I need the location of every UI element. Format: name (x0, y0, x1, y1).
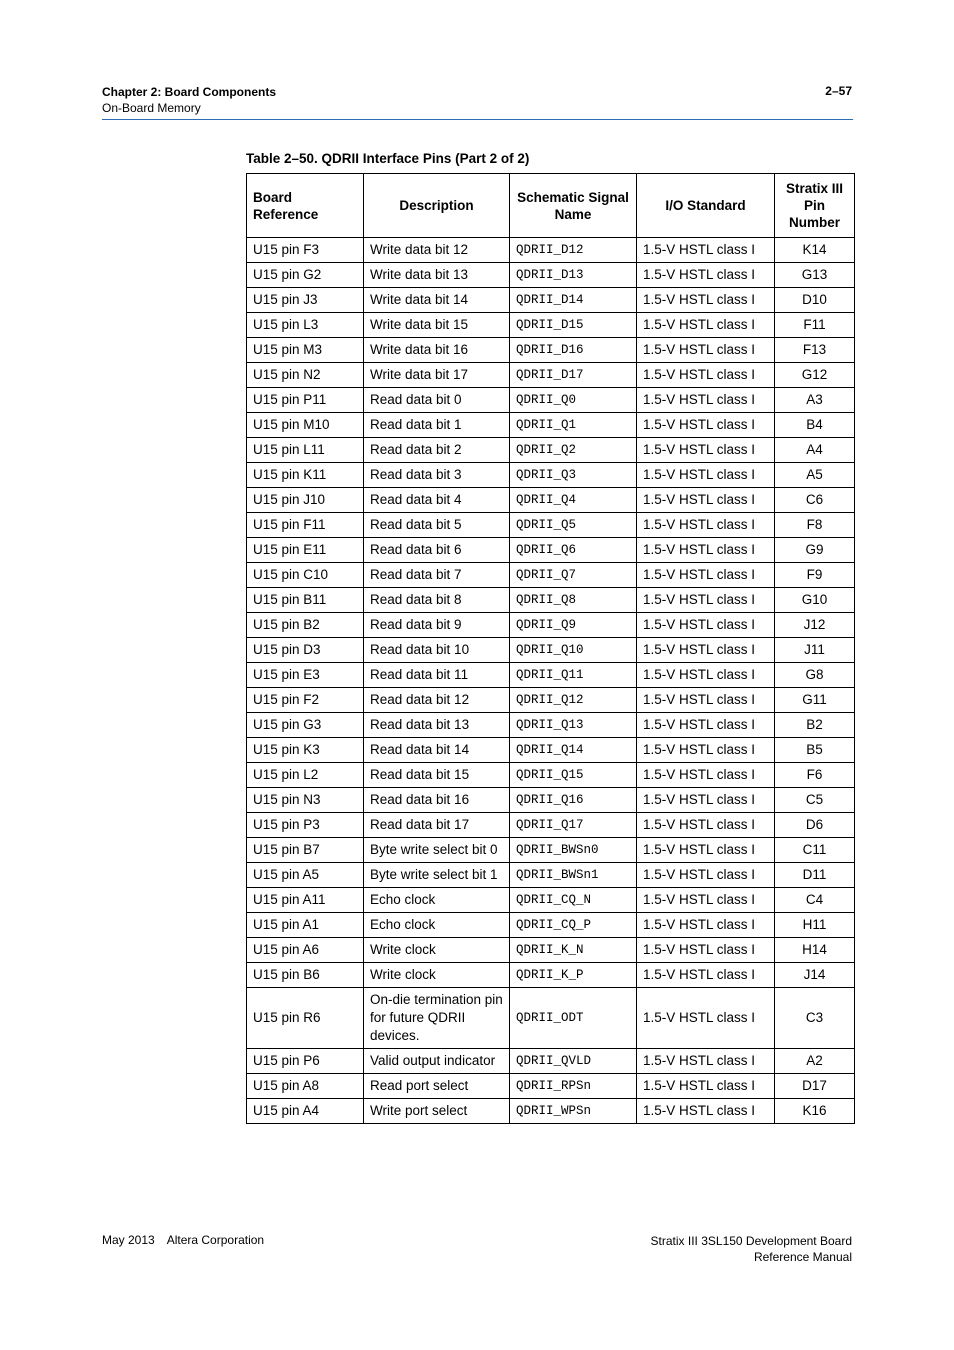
header-rule (102, 119, 853, 120)
board-reference-cell: U15 pin A5 (247, 863, 364, 888)
description-cell: Write data bit 14 (364, 288, 510, 313)
io-standard-cell: 1.5-V HSTL class I (637, 888, 775, 913)
pin-number-cell: A3 (775, 388, 855, 413)
signal-name-cell: QDRII_Q13 (510, 713, 637, 738)
board-reference-cell: U15 pin B2 (247, 613, 364, 638)
description-cell: Write clock (364, 963, 510, 988)
io-standard-cell: 1.5-V HSTL class I (637, 388, 775, 413)
signal-name-cell: QDRII_Q14 (510, 738, 637, 763)
table-row (247, 613, 855, 638)
signal-name-cell: QDRII_Q15 (510, 763, 637, 788)
pin-number-cell: G12 (775, 363, 855, 388)
description-cell: Write data bit 12 (364, 238, 510, 263)
pin-number-cell: A4 (775, 438, 855, 463)
description-cell: Echo clock (364, 888, 510, 913)
signal-name-cell: QDRII_D16 (510, 338, 637, 363)
description-cell: Read data bit 2 (364, 438, 510, 463)
board-reference-cell: U15 pin B7 (247, 838, 364, 863)
pin-number-cell: G11 (775, 688, 855, 713)
running-header (102, 84, 276, 116)
board-reference-cell: U15 pin G3 (247, 713, 364, 738)
io-standard-cell: 1.5-V HSTL class I (637, 663, 775, 688)
table-row (247, 938, 855, 963)
signal-name-cell: QDRII_K_P (510, 963, 637, 988)
io-standard-cell: 1.5-V HSTL class I (637, 838, 775, 863)
io-standard-cell: 1.5-V HSTL class I (637, 913, 775, 938)
board-reference-cell: U15 pin A1 (247, 913, 364, 938)
signal-name-cell: QDRII_Q0 (510, 388, 637, 413)
io-standard-cell: 1.5-V HSTL class I (637, 463, 775, 488)
io-standard-cell: 1.5-V HSTL class I (637, 263, 775, 288)
description-cell: Read data bit 6 (364, 538, 510, 563)
table-body (247, 238, 855, 1124)
signal-name-cell: QDRII_D13 (510, 263, 637, 288)
signal-name-cell: QDRII_K_N (510, 938, 637, 963)
description-cell: Valid output indicator (364, 1049, 510, 1074)
signal-name-cell: QDRII_CQ_P (510, 913, 637, 938)
board-reference-cell: U15 pin E11 (247, 538, 364, 563)
signal-name-cell: QDRII_Q11 (510, 663, 637, 688)
description-cell: Write clock (364, 938, 510, 963)
description-cell: Write data bit 17 (364, 363, 510, 388)
description-cell: Read data bit 16 (364, 788, 510, 813)
board-reference-cell: U15 pin L2 (247, 763, 364, 788)
table-row (247, 1099, 855, 1124)
qdrii-pins-table (246, 173, 855, 1124)
pin-number-cell: C11 (775, 838, 855, 863)
table-header-row (247, 174, 855, 238)
io-standard-cell: 1.5-V HSTL class I (637, 988, 775, 1049)
signal-name-cell: QDRII_Q4 (510, 488, 637, 513)
board-reference-cell: U15 pin F11 (247, 513, 364, 538)
description-cell: Read data bit 4 (364, 488, 510, 513)
description-cell: Read data bit 1 (364, 413, 510, 438)
io-standard-cell: 1.5-V HSTL class I (637, 688, 775, 713)
board-reference-cell: U15 pin M10 (247, 413, 364, 438)
table-row (247, 588, 855, 613)
column-header-board-reference: Board Reference (247, 174, 364, 238)
io-standard-cell: 1.5-V HSTL class I (637, 513, 775, 538)
board-reference-cell: U15 pin G2 (247, 263, 364, 288)
board-reference-cell: U15 pin F2 (247, 688, 364, 713)
footer-company: Altera Corporation (166, 1233, 265, 1247)
table-row (247, 513, 855, 538)
description-cell: Read data bit 0 (364, 388, 510, 413)
description-cell: Read data bit 7 (364, 563, 510, 588)
signal-name-cell: QDRII_Q2 (510, 438, 637, 463)
column-header-description: Description (364, 174, 510, 238)
pin-number-cell: A2 (775, 1049, 855, 1074)
signal-name-cell: QDRII_BWSn1 (510, 863, 637, 888)
board-reference-cell: U15 pin N2 (247, 363, 364, 388)
io-standard-cell: 1.5-V HSTL class I (637, 738, 775, 763)
description-cell: Write port select (364, 1099, 510, 1124)
description-cell: Write data bit 13 (364, 263, 510, 288)
signal-name-cell: QDRII_Q10 (510, 638, 637, 663)
pin-number-cell: G13 (775, 263, 855, 288)
io-standard-cell: 1.5-V HSTL class I (637, 1074, 775, 1099)
table-row (247, 1049, 855, 1074)
description-cell: Read data bit 11 (364, 663, 510, 688)
description-cell: Read port select (364, 1074, 510, 1099)
signal-name-cell: QDRII_WPSn (510, 1099, 637, 1124)
table-row (247, 238, 855, 263)
board-reference-cell: U15 pin J10 (247, 488, 364, 513)
signal-name-cell: QDRII_RPSn (510, 1074, 637, 1099)
table-row (247, 738, 855, 763)
board-reference-cell: U15 pin L3 (247, 313, 364, 338)
io-standard-cell: 1.5-V HSTL class I (637, 238, 775, 263)
signal-name-cell: QDRII_D15 (510, 313, 637, 338)
signal-name-cell: QDRII_Q3 (510, 463, 637, 488)
io-standard-cell: 1.5-V HSTL class I (637, 488, 775, 513)
board-reference-cell: U15 pin L11 (247, 438, 364, 463)
description-cell: Write data bit 15 (364, 313, 510, 338)
signal-name-cell: QDRII_Q6 (510, 538, 637, 563)
pin-number-cell: B5 (775, 738, 855, 763)
table-row (247, 488, 855, 513)
io-standard-cell: 1.5-V HSTL class I (637, 413, 775, 438)
board-reference-cell: U15 pin K11 (247, 463, 364, 488)
board-reference-cell: U15 pin N3 (247, 788, 364, 813)
table-row (247, 463, 855, 488)
board-reference-cell: U15 pin A4 (247, 1099, 364, 1124)
board-reference-cell: U15 pin C10 (247, 563, 364, 588)
table-row (247, 713, 855, 738)
signal-name-cell: QDRII_D17 (510, 363, 637, 388)
description-cell: Byte write select bit 1 (364, 863, 510, 888)
signal-name-cell: QDRII_Q1 (510, 413, 637, 438)
pin-number-cell: F9 (775, 563, 855, 588)
io-standard-cell: 1.5-V HSTL class I (637, 313, 775, 338)
pin-number-cell: F8 (775, 513, 855, 538)
signal-name-cell: QDRII_QVLD (510, 1049, 637, 1074)
pin-number-cell: D17 (775, 1074, 855, 1099)
footer-right (651, 1233, 852, 1265)
signal-name-cell: QDRII_ODT (510, 988, 637, 1049)
signal-name-cell: QDRII_D14 (510, 288, 637, 313)
board-reference-cell: U15 pin A11 (247, 888, 364, 913)
io-standard-cell: 1.5-V HSTL class I (637, 763, 775, 788)
pin-number-cell: J14 (775, 963, 855, 988)
io-standard-cell: 1.5-V HSTL class I (637, 588, 775, 613)
description-cell: Read data bit 5 (364, 513, 510, 538)
description-cell: Read data bit 17 (364, 813, 510, 838)
table-caption: Table 2–50. QDRII Interface Pins (Part 2 of 2) (246, 151, 530, 166)
io-standard-cell: 1.5-V HSTL class I (637, 713, 775, 738)
pin-number-cell: D6 (775, 813, 855, 838)
table-row (247, 688, 855, 713)
description-cell: Write data bit 16 (364, 338, 510, 363)
pin-number-cell: C4 (775, 888, 855, 913)
table-row (247, 563, 855, 588)
column-header-pin-number: Stratix III Pin Number (775, 174, 855, 238)
board-reference-cell: U15 pin M3 (247, 338, 364, 363)
column-header-signal-name: Schematic Signal Name (510, 174, 637, 238)
table-row (247, 288, 855, 313)
pin-number-cell: K16 (775, 1099, 855, 1124)
board-reference-cell: U15 pin R6 (247, 988, 364, 1049)
pin-number-cell: H14 (775, 938, 855, 963)
pin-number-cell: K14 (775, 238, 855, 263)
footer-doc-title: Stratix III 3SL150 Development Board (650, 1234, 852, 1248)
footer-left (102, 1233, 264, 1247)
signal-name-cell: QDRII_Q16 (510, 788, 637, 813)
section-title: On-Board Memory (102, 101, 201, 115)
table-row (247, 763, 855, 788)
io-standard-cell: 1.5-V HSTL class I (637, 813, 775, 838)
description-cell: Byte write select bit 0 (364, 838, 510, 863)
table-row (247, 863, 855, 888)
footer-doc-subtitle: Reference Manual (753, 1250, 852, 1264)
table-row (247, 838, 855, 863)
table-row (247, 438, 855, 463)
table-row (247, 638, 855, 663)
signal-name-cell: QDRII_Q5 (510, 513, 637, 538)
pin-number-cell: D10 (775, 288, 855, 313)
board-reference-cell: U15 pin A6 (247, 938, 364, 963)
board-reference-cell: U15 pin B11 (247, 588, 364, 613)
signal-name-cell: QDRII_Q12 (510, 688, 637, 713)
io-standard-cell: 1.5-V HSTL class I (637, 338, 775, 363)
pin-number-cell: J12 (775, 613, 855, 638)
page-number: 2–57 (825, 84, 852, 98)
signal-name-cell: QDRII_Q8 (510, 588, 637, 613)
pin-number-cell: H11 (775, 913, 855, 938)
board-reference-cell: U15 pin D3 (247, 638, 364, 663)
table-row (247, 888, 855, 913)
pin-number-cell: F11 (775, 313, 855, 338)
io-standard-cell: 1.5-V HSTL class I (637, 788, 775, 813)
io-standard-cell: 1.5-V HSTL class I (637, 363, 775, 388)
column-header-io-standard: I/O Standard (637, 174, 775, 238)
board-reference-cell: U15 pin J3 (247, 288, 364, 313)
board-reference-cell: U15 pin P3 (247, 813, 364, 838)
pin-number-cell: G9 (775, 538, 855, 563)
board-reference-cell: U15 pin P6 (247, 1049, 364, 1074)
description-cell: Read data bit 3 (364, 463, 510, 488)
io-standard-cell: 1.5-V HSTL class I (637, 438, 775, 463)
io-standard-cell: 1.5-V HSTL class I (637, 1099, 775, 1124)
table-row (247, 338, 855, 363)
table-row (247, 413, 855, 438)
pin-number-cell: F6 (775, 763, 855, 788)
description-cell: Read data bit 12 (364, 688, 510, 713)
board-reference-cell: U15 pin E3 (247, 663, 364, 688)
description-cell: On-die termination pin for future QDRII devices. (364, 988, 510, 1049)
pin-number-cell: F13 (775, 338, 855, 363)
table-row (247, 788, 855, 813)
io-standard-cell: 1.5-V HSTL class I (637, 963, 775, 988)
signal-name-cell: QDRII_Q17 (510, 813, 637, 838)
footer-date: May 2013 (102, 1233, 155, 1247)
pin-number-cell: C5 (775, 788, 855, 813)
description-cell: Read data bit 8 (364, 588, 510, 613)
description-cell: Echo clock (364, 913, 510, 938)
description-cell: Read data bit 10 (364, 638, 510, 663)
pin-number-cell: C6 (775, 488, 855, 513)
description-cell: Read data bit 9 (364, 613, 510, 638)
board-reference-cell: U15 pin P11 (247, 388, 364, 413)
io-standard-cell: 1.5-V HSTL class I (637, 538, 775, 563)
pin-number-cell: A5 (775, 463, 855, 488)
description-cell: Read data bit 13 (364, 713, 510, 738)
pin-number-cell: C3 (775, 988, 855, 1049)
description-cell: Read data bit 15 (364, 763, 510, 788)
table-row (247, 538, 855, 563)
io-standard-cell: 1.5-V HSTL class I (637, 563, 775, 588)
table-row (247, 363, 855, 388)
io-standard-cell: 1.5-V HSTL class I (637, 863, 775, 888)
table-row (247, 988, 855, 1049)
table-row (247, 813, 855, 838)
pin-number-cell: J11 (775, 638, 855, 663)
signal-name-cell: QDRII_BWSn0 (510, 838, 637, 863)
signal-name-cell: QDRII_Q7 (510, 563, 637, 588)
description-cell: Read data bit 14 (364, 738, 510, 763)
board-reference-cell: U15 pin K3 (247, 738, 364, 763)
io-standard-cell: 1.5-V HSTL class I (637, 288, 775, 313)
pin-number-cell: G8 (775, 663, 855, 688)
io-standard-cell: 1.5-V HSTL class I (637, 638, 775, 663)
io-standard-cell: 1.5-V HSTL class I (637, 1049, 775, 1074)
pin-number-cell: B2 (775, 713, 855, 738)
table-row (247, 388, 855, 413)
board-reference-cell: U15 pin A8 (247, 1074, 364, 1099)
io-standard-cell: 1.5-V HSTL class I (637, 938, 775, 963)
signal-name-cell: QDRII_D12 (510, 238, 637, 263)
table-row (247, 263, 855, 288)
io-standard-cell: 1.5-V HSTL class I (637, 613, 775, 638)
table-row (247, 913, 855, 938)
chapter-title: Chapter 2: Board Components (102, 85, 277, 99)
pin-number-cell: B4 (775, 413, 855, 438)
board-reference-cell: U15 pin F3 (247, 238, 364, 263)
signal-name-cell: QDRII_Q9 (510, 613, 637, 638)
pin-number-cell: G10 (775, 588, 855, 613)
signal-name-cell: QDRII_CQ_N (510, 888, 637, 913)
pin-number-cell: D11 (775, 863, 855, 888)
table-row (247, 963, 855, 988)
board-reference-cell: U15 pin B6 (247, 963, 364, 988)
table-row (247, 1074, 855, 1099)
table-row (247, 663, 855, 688)
table-row (247, 313, 855, 338)
